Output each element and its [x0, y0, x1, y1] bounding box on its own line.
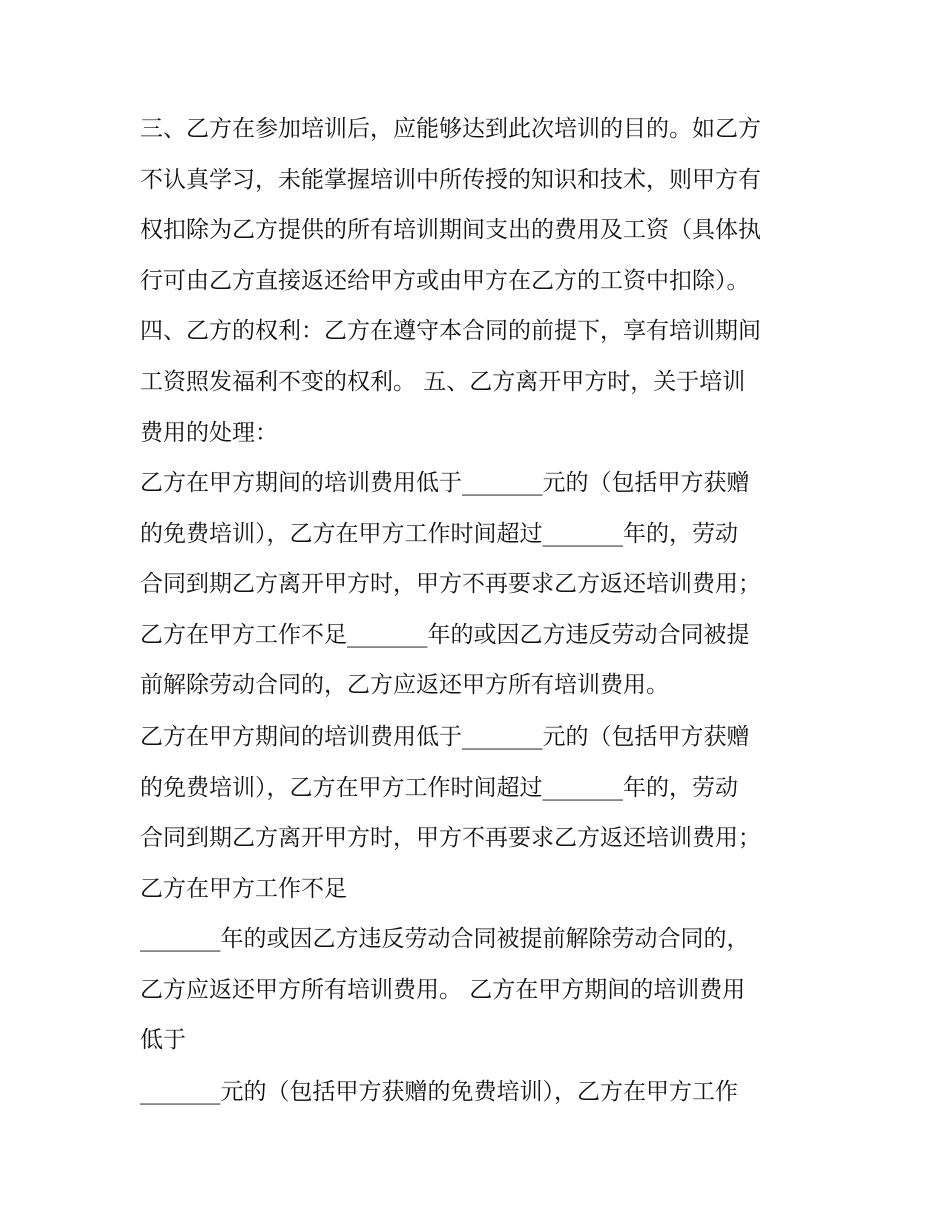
- text-line: _______元的（包括甲方获赠的免费培训），乙方在甲方工作: [140, 1079, 738, 1105]
- text-line: 前解除劳动合同的，乙方应返还甲方所有培训费用。: [140, 672, 669, 698]
- text-line: 乙方在甲方工作不足_______年的或因乙方违反劳动合同被提: [140, 622, 750, 648]
- text-line: _______年的或因乙方违反劳动合同被提前解除劳动合同的，: [140, 926, 750, 952]
- text-line: 的免费培训），乙方在甲方工作时间超过_______年的，劳动: [140, 775, 738, 801]
- text-line: 工资照发福利不变的权利。 五、乙方离开甲方时，关于培训: [140, 369, 746, 395]
- text-line: 四、乙方的权利：乙方在遵守本合同的前提下，享有培训期间: [140, 318, 761, 344]
- text-line: 低于: [140, 1027, 186, 1053]
- text-line: 的免费培训），乙方在甲方工作时间超过_______年的，劳动: [140, 521, 738, 547]
- text-line: 费用的处理：: [140, 420, 278, 446]
- text-line: 乙方在甲方期间的培训费用低于_______元的（包括甲方获赠: [140, 470, 750, 496]
- text-line: 合同到期乙方离开甲方时，甲方不再要求乙方返还培训费用；: [140, 571, 761, 597]
- text-line: 权扣除为乙方提供的所有培训期间支出的费用及工资（具体执: [140, 217, 761, 243]
- text-line: 乙方在甲方期间的培训费用低于_______元的（包括甲方获赠: [140, 724, 750, 750]
- text-line: 乙方应返还甲方所有培训费用。 乙方在甲方期间的培训费用: [140, 977, 746, 1003]
- text-line: 乙方在甲方工作不足: [140, 876, 347, 902]
- text-line: 行可由乙方直接返还给甲方或由甲方在乙方的工资中扣除）。: [140, 268, 750, 294]
- text-line: 三、乙方在参加培训后，应能够达到此次培训的目的。如乙方: [140, 116, 761, 142]
- text-line: 合同到期乙方离开甲方时，甲方不再要求乙方返还培训费用；: [140, 825, 761, 851]
- text-line: 不认真学习，未能掌握培训中所传授的知识和技术，则甲方有: [140, 167, 761, 193]
